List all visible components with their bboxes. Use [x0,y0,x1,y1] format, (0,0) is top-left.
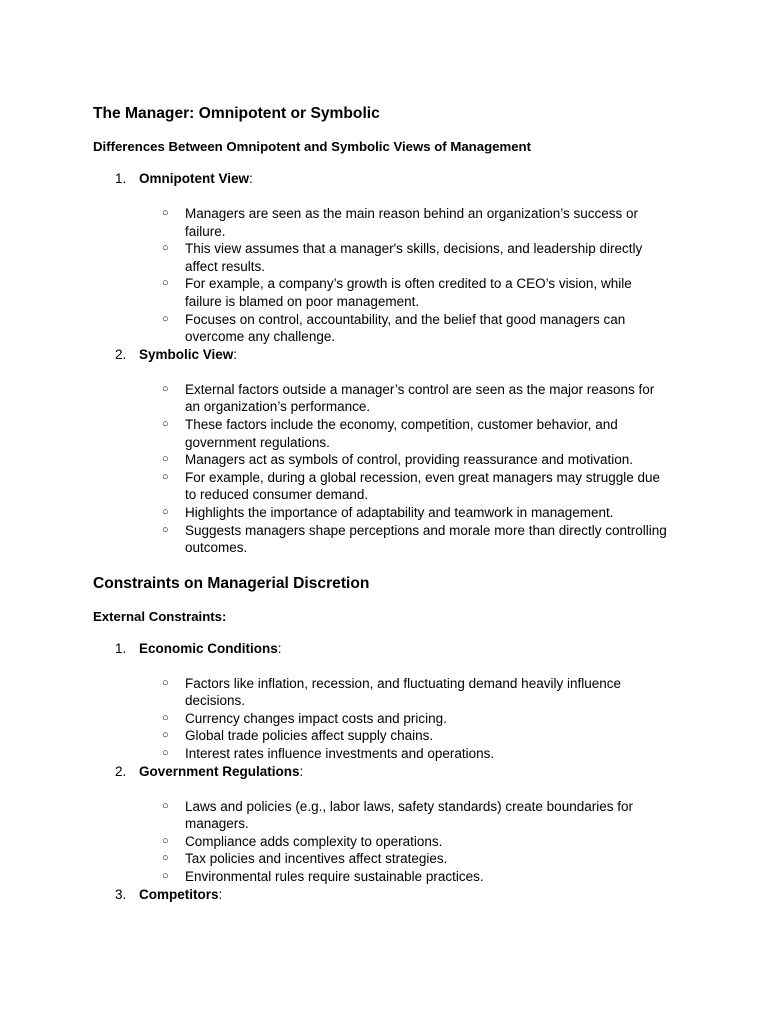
bullet-item: ○ For example, during a global recession, even great managers may struggle due to reduced consumer demand. [162,469,661,503]
bullet-circle-icon: ○ [162,207,169,219]
bullet-list-government [93,798,693,886]
bullet-circle-icon: ○ [162,417,169,430]
bullet-circle-icon: ○ [162,505,169,518]
list-item-omnipotent-view [93,170,693,188]
document-page [93,104,693,904]
list-item-government-regulations [93,763,693,781]
bullet-item: ○ Global trade policies affect supply chains. [162,728,434,744]
bullet-circle-icon: ○ [162,729,169,742]
bullet-item: ○ Factors like inflation, recession, and fluctuating demand heavily influence decisions. [162,675,621,709]
label-colon: : [218,886,223,902]
list-item-label: Symbolic View [139,346,234,362]
bullet-circle-icon: ○ [162,277,169,290]
bullet-item: ○ Currency changes impact costs and pricing. [162,710,447,726]
list-item-label: Economic Conditions [139,640,278,656]
list-item-economic-conditions [93,640,693,658]
bullet-item: ○ Managers are seen as the main reason behind an organization’s success or failure. [162,206,639,239]
bullet-list-economic [93,675,693,763]
bullet-circle-icon: ○ [162,747,169,760]
list-number: 2. [115,763,127,779]
label-colon: : [249,171,253,186]
bullet-circle-icon: ○ [162,382,169,395]
bullet-item: ○ This view assumes that a manager's skills, decisions, and leadership directly affect results. [162,241,643,274]
bullet-item: ○ Interest rates influence investments and operations. [162,746,495,762]
list-item-label: Competitors [139,886,219,902]
list-number: 3. [115,886,127,902]
bullet-circle-icon: ○ [162,799,169,812]
list-item-label: Omnipotent View [139,171,250,186]
bullet-circle-icon: ○ [162,852,169,865]
bullet-circle-icon: ○ [162,242,169,255]
bullet-circle-icon: ○ [162,523,169,536]
bullet-item: ○ Compliance adds complexity to operations. [162,833,443,849]
bullet-circle-icon: ○ [162,834,169,847]
bullet-item: ○ Tax policies and incentives affect strategies. [162,851,448,867]
bullet-item: ○ Highlights the importance of adaptability and teamwork in management. [162,504,614,520]
bullet-item: ○ External factors outside a manager’s control are seen as the major reasons for an organization’s performance. [162,381,655,415]
list-item-label: Government Regulations [139,763,300,779]
bullet-item: ○ Environmental rules require sustainable practices. [162,869,484,885]
section-subtitle-external: External Constraints: [93,608,227,624]
bullet-circle-icon: ○ [162,870,169,883]
list-number: 2. [115,346,127,362]
list-number: 1. [115,640,127,656]
label-colon: : [299,763,304,779]
bullet-item: ○ For example, a company’s growth is often credited to a CEO’s vision, while failure is blamed on poor management. [162,276,632,309]
bullet-circle-icon: ○ [162,470,169,483]
list-item-symbolic-view [93,346,693,364]
bullet-circle-icon: ○ [162,453,169,466]
section-title-manager: The Manager: Omnipotent or Symbolic [93,105,380,122]
bullet-item: ○ Focuses on control, accountability, and the belief that good managers can overcome any challenge. [162,311,626,345]
list-number: 1. [115,171,127,186]
bullet-list-omnipotent [93,205,693,346]
bullet-list-symbolic [93,381,693,557]
label-colon: : [233,346,238,362]
list-item-competitors [93,886,693,904]
bullet-circle-icon: ○ [162,312,169,325]
bullet-circle-icon: ○ [162,676,169,689]
bullet-item: ○ Suggests managers shape perceptions and morale more than directly controlling outcomes. [162,522,667,556]
section-title-constraints: Constraints on Managerial Discretion [93,574,370,592]
section-subtitle-differences: Differences Between Omnipotent and Symbolic Views of Management [93,139,531,154]
label-colon: : [277,640,282,656]
bullet-item: ○ These factors include the economy, competition, customer behavior, and government regulations. [162,416,618,450]
bullet-item: ○ Laws and policies (e.g., labor laws, safety standards) create boundaries for managers. [162,798,633,832]
bullet-item: ○ Managers act as symbols of control, providing reassurance and motivation. [162,452,633,468]
bullet-circle-icon: ○ [162,711,169,724]
